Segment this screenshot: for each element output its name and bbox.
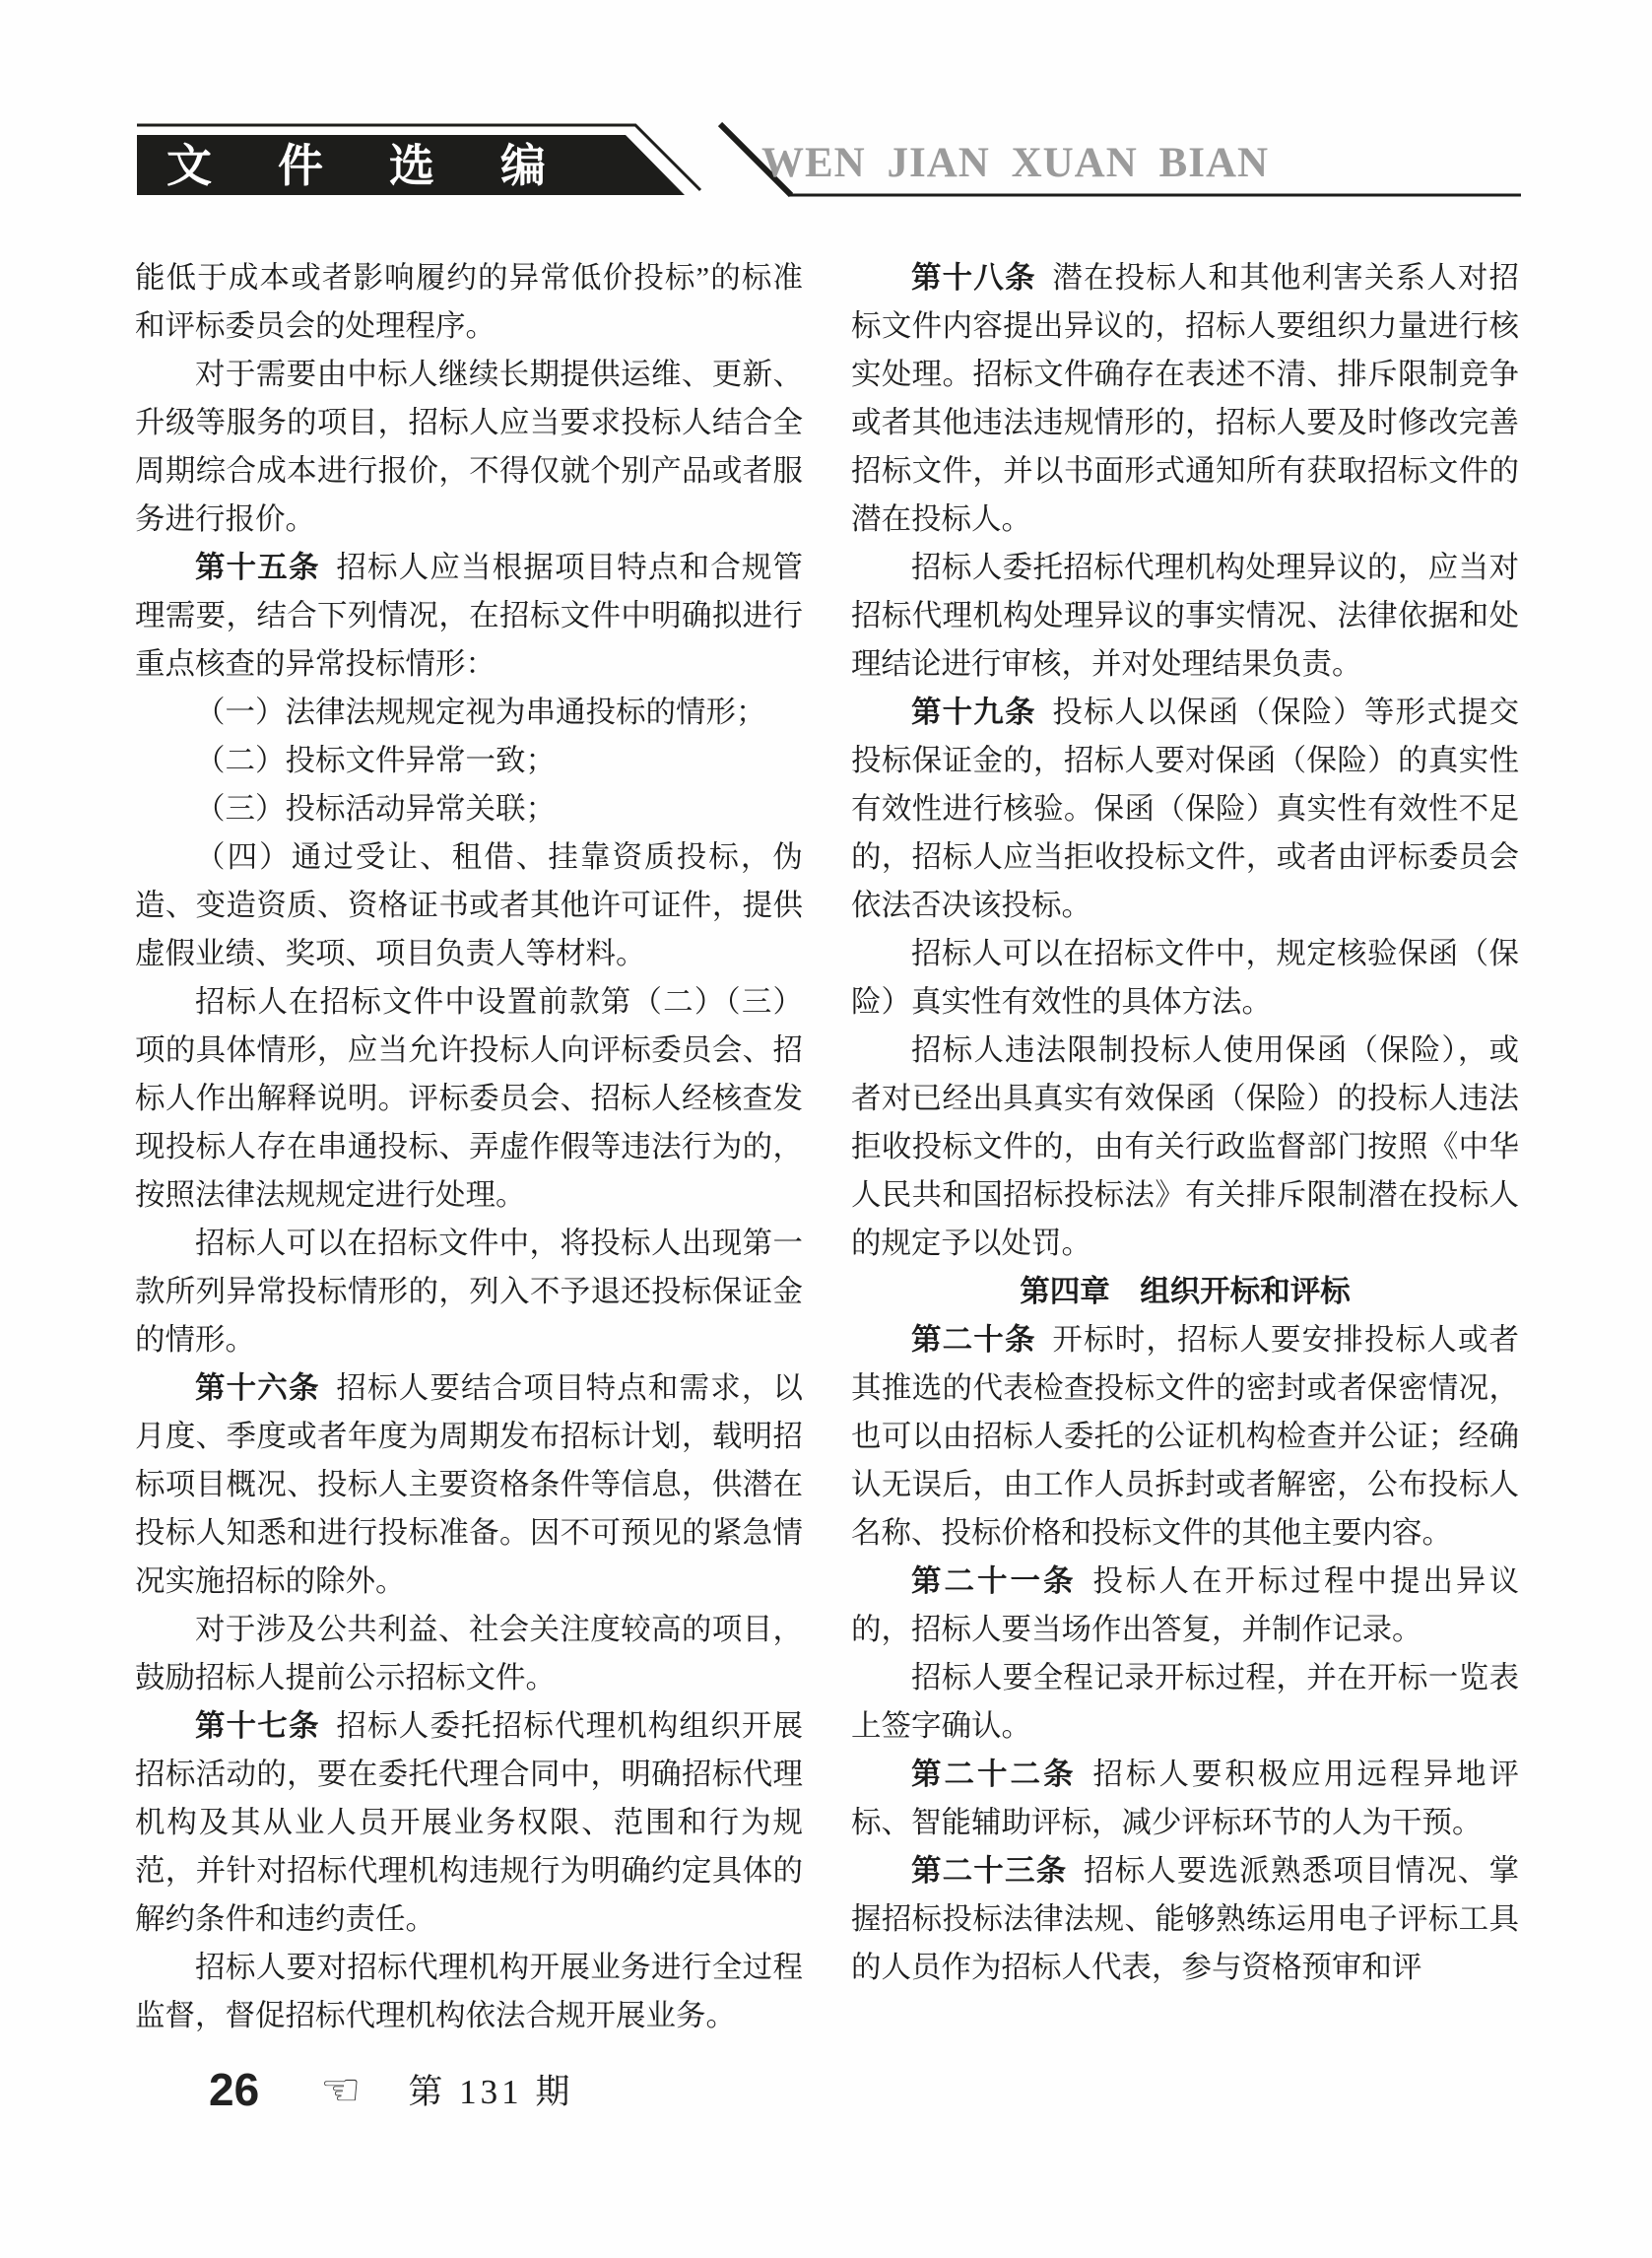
paragraph: 对于涉及公共利益、社会关注度较高的项目，鼓励招标人提前公示招标文件。 — [135, 1613, 803, 1694]
paragraph: 第二十二条 招标人要积极应用远程异地评标、智能辅助评标，减少评标环节的人为干预。 — [851, 1758, 1520, 1839]
article-number: 第十六条 — [195, 1371, 320, 1405]
banner-title: 文件选编 — [166, 140, 612, 191]
page-footer — [209, 2063, 573, 2116]
paragraph: 第二十三条 招标人要选派熟悉项目情况、掌握招标投标法律法规、能够熟练运用电子评标工具的人员作为招标人代表，参与资格预审和评 — [851, 1854, 1520, 1984]
paragraph: （二）投标文件异常一致； — [195, 744, 556, 777]
paragraph: 招标人要全程记录开标过程，并在开标一览表上签字确认。 — [851, 1661, 1519, 1743]
paragraph: （一）法律法规规定视为串通投标的情形； — [195, 696, 766, 729]
paragraph: 招标人要对招标代理机构开展业务进行全过程监督，督促招标代理机构依法合规开展业务。 — [135, 1951, 803, 2032]
chapter-heading: 第四章 组织开标和评标 — [1020, 1275, 1351, 1308]
paragraph: （四）通过受让、租借、挂靠资质投标，伪造、变造资质、资格证书或者其他许可证件，提供虚假业绩、奖项、项目负责人等材料。 — [135, 840, 803, 970]
issue-number: 第 131 期 — [408, 2073, 574, 2111]
paragraph: 招标人可以在招标文件中，规定核验保函（保险）真实性有效性的具体方法。 — [851, 937, 1519, 1019]
article-number: 第二十二条 — [911, 1758, 1077, 1791]
article-number: 第十七条 — [195, 1709, 320, 1743]
paragraph: 第十九条 投标人以保函（保险）等形式提交投标保证金的，招标人要对保函（保险）的真实性有效性进行核验。保函（保险）真实性有效性不足的，招标人应当拒收投标文件，或者由评标委员会依法否决该投标。 — [851, 696, 1520, 922]
paragraph: 第二十条 开标时，招标人要安排投标人或者其推选的代表检查投标文件的密封或者保密情况，也可以由招标人委托的公证机构检查并公证；经确认无误后，由工作人员拆封或者解密，公布投标人名称、投标价格和投标文件的其他主要内容。 — [851, 1323, 1520, 1550]
right-column — [851, 254, 1519, 1992]
paragraph: 招标人在招标文件中设置前款第（二）（三）项的具体情形，应当允许投标人向评标委员会、招标人作出解释说明。评标委员会、招标人经核查发现投标人存在串通投标、弄虚作假等违法行为的，按照法律法规规定进行处理。 — [135, 985, 803, 1212]
paragraph: 招标人违法限制投标人使用保函（保险），或者对已经出具真实有效保函（保险）的投标人违法拒收投标文件的，由有关行政监督部门按照《中华人民共和国招标投标法》有关排斥限制潜在投标人的规定予以处罚。 — [851, 1033, 1519, 1260]
article-number: 第十五条 — [195, 551, 320, 584]
page-header — [131, 120, 1521, 199]
article-number: 第二十条 — [911, 1323, 1036, 1357]
paragraph: （三）投标活动异常关联； — [195, 792, 556, 826]
article-number: 第二十一条 — [911, 1564, 1077, 1598]
page-number: 26 — [209, 2064, 260, 2115]
pointing-hand-icon: ☜ — [320, 2063, 362, 2116]
paragraph: 能低于成本或者影响履约的异常低价投标”的标准和评标委员会的处理程序。 — [135, 261, 803, 343]
paragraph: 第二十一条 投标人在开标过程中提出异议的，招标人要当场作出答复，并制作记录。 — [851, 1564, 1520, 1646]
article-number: 第十九条 — [911, 696, 1036, 729]
banner-pinyin: WEN JIAN XUAN BIAN — [761, 140, 1270, 186]
article-number: 第十八条 — [911, 261, 1036, 295]
article-number: 第二十三条 — [911, 1854, 1068, 1888]
paragraph: 招标人可以在招标文件中，将投标人出现第一款所列异常投标情形的，列入不予退还投标保证金的情形。 — [135, 1227, 803, 1357]
paragraph: 对于需要由中标人继续长期提供运维、更新、升级等服务的项目，招标人应当要求投标人结合全周期综合成本进行报价，不得仅就个别产品或者服务进行报价。 — [135, 358, 803, 536]
left-column — [135, 254, 803, 2040]
paragraph: 招标人委托招标代理机构处理异议的，应当对招标代理机构处理异议的事实情况、法律依据和处理结论进行审核，并对处理结果负责。 — [851, 551, 1519, 681]
paragraph: 第十五条 招标人应当根据项目特点和合规管理需要，结合下列情况，在招标文件中明确拟进行重点核查的异常投标情形： — [135, 551, 804, 681]
paragraph: 第十七条 招标人委托招标代理机构组织开展招标活动的，要在委托代理合同中，明确招标代理机构及其从业人员开展业务权限、范围和行为规范，并针对招标代理机构违规行为明确约定具体的解约条件和违约责任。 — [135, 1709, 804, 1936]
paragraph: 第十八条 潜在投标人和其他利害关系人对招标文件内容提出异议的，招标人要组织力量进行核实处理。招标文件确存在表述不清、排斥限制竞争或者其他违法违规情形的，招标人要及时修改完善招标文件，并以书面形式通知所有获取招标文件的潜在投标人。 — [851, 261, 1520, 536]
paragraph: 第十六条 招标人要结合项目特点和需求，以月度、季度或者年度为周期发布招标计划，载明招标项目概况、投标人主要资格条件等信息，供潜在投标人知悉和进行投标准备。因不可预见的紧急情况实施招标的除外。 — [135, 1371, 804, 1598]
